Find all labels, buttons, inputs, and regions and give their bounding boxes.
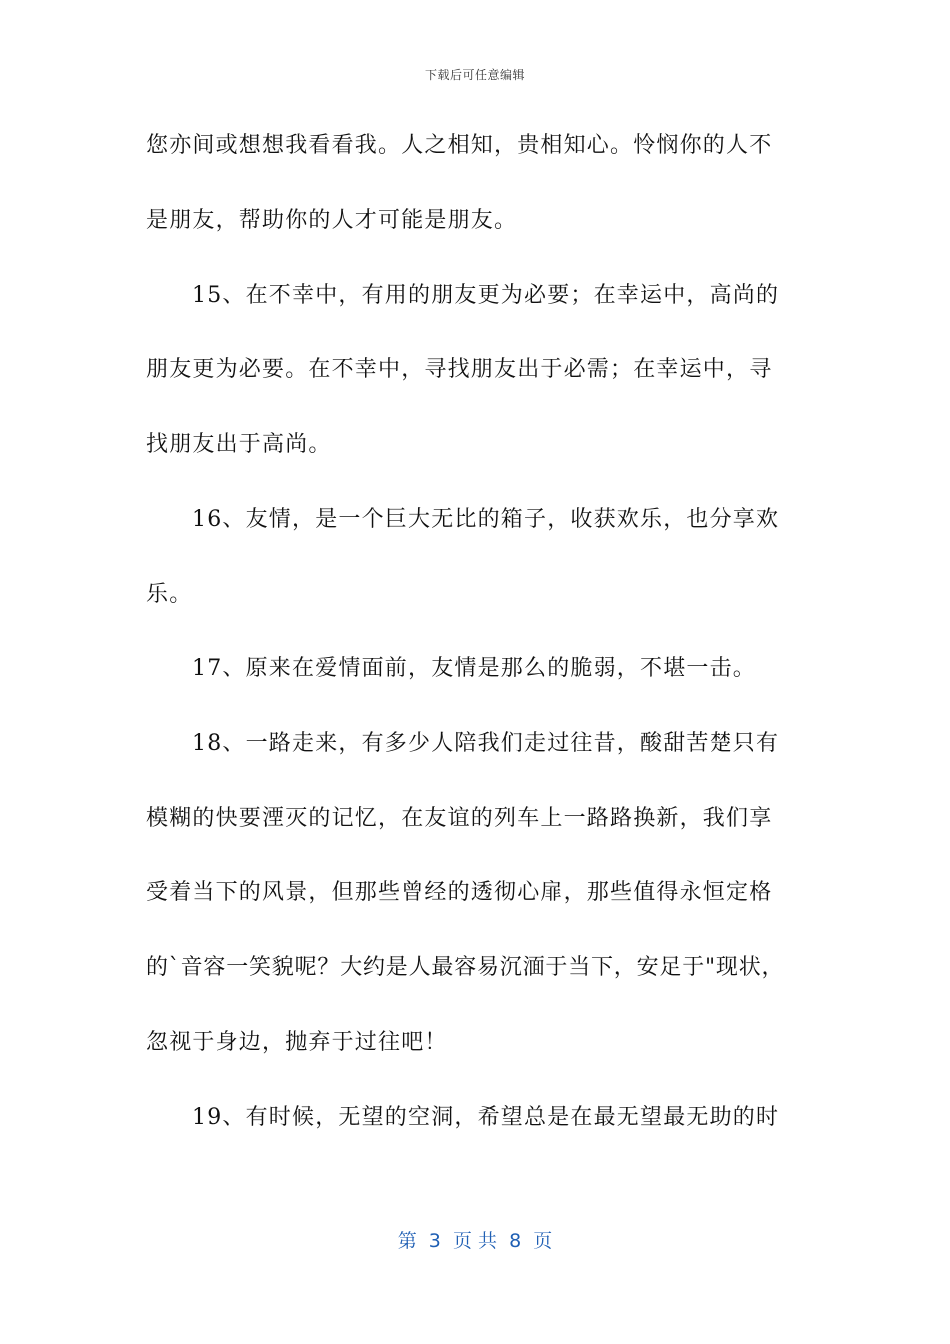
paragraph-line: 是朋友，帮助你的人才可能是朋友。 — [146, 208, 518, 233]
page-number-footer: 第 3 页 共 8 页 — [397, 1230, 553, 1252]
paragraph-line: 模糊的快要湮灭的记忆，在友谊的列车上一路路换新，我们享 — [146, 806, 773, 831]
paragraph-line: 15、在不幸中，有用的朋友更为必要；在幸运中，高尚的 — [192, 283, 780, 308]
paragraph-line: 朋友更为必要。在不幸中，寻找朋友出于必需；在幸运中，寻 — [146, 357, 773, 382]
paragraph-line: 16、友情，是一个巨大无比的箱子，收获欢乐，也分享欢 — [192, 507, 780, 532]
paragraph-line: 乐。 — [146, 582, 193, 607]
paragraph-line: 18、一路走来，有多少人陪我们走过往昔，酸甜苦楚只有 — [192, 731, 780, 756]
paragraph-line: 19、有时候，无望的空洞，希望总是在最无望最无助的时 — [192, 1105, 780, 1130]
paragraph-line: 的`音容一笑貌呢？大约是人最容易沉湎于当下，安足于"现状， — [146, 955, 785, 980]
paragraph-line: 17、原来在爱情面前，友情是那么的脆弱，不堪一击。 — [192, 656, 756, 681]
paragraph-line: 您亦间或想想我看看我。人之相知，贵相知心。怜悯你的人不 — [146, 133, 773, 158]
paragraph-line: 受着当下的风景，但那些曾经的透彻心扉，那些值得永恒定格 — [146, 880, 773, 905]
paragraph-line: 找朋友出于高尚。 — [146, 432, 332, 457]
paragraph-line: 忽视于身边，抛弃于过往吧！ — [146, 1030, 448, 1055]
page-header: 下载后可任意编辑 — [424, 68, 525, 82]
